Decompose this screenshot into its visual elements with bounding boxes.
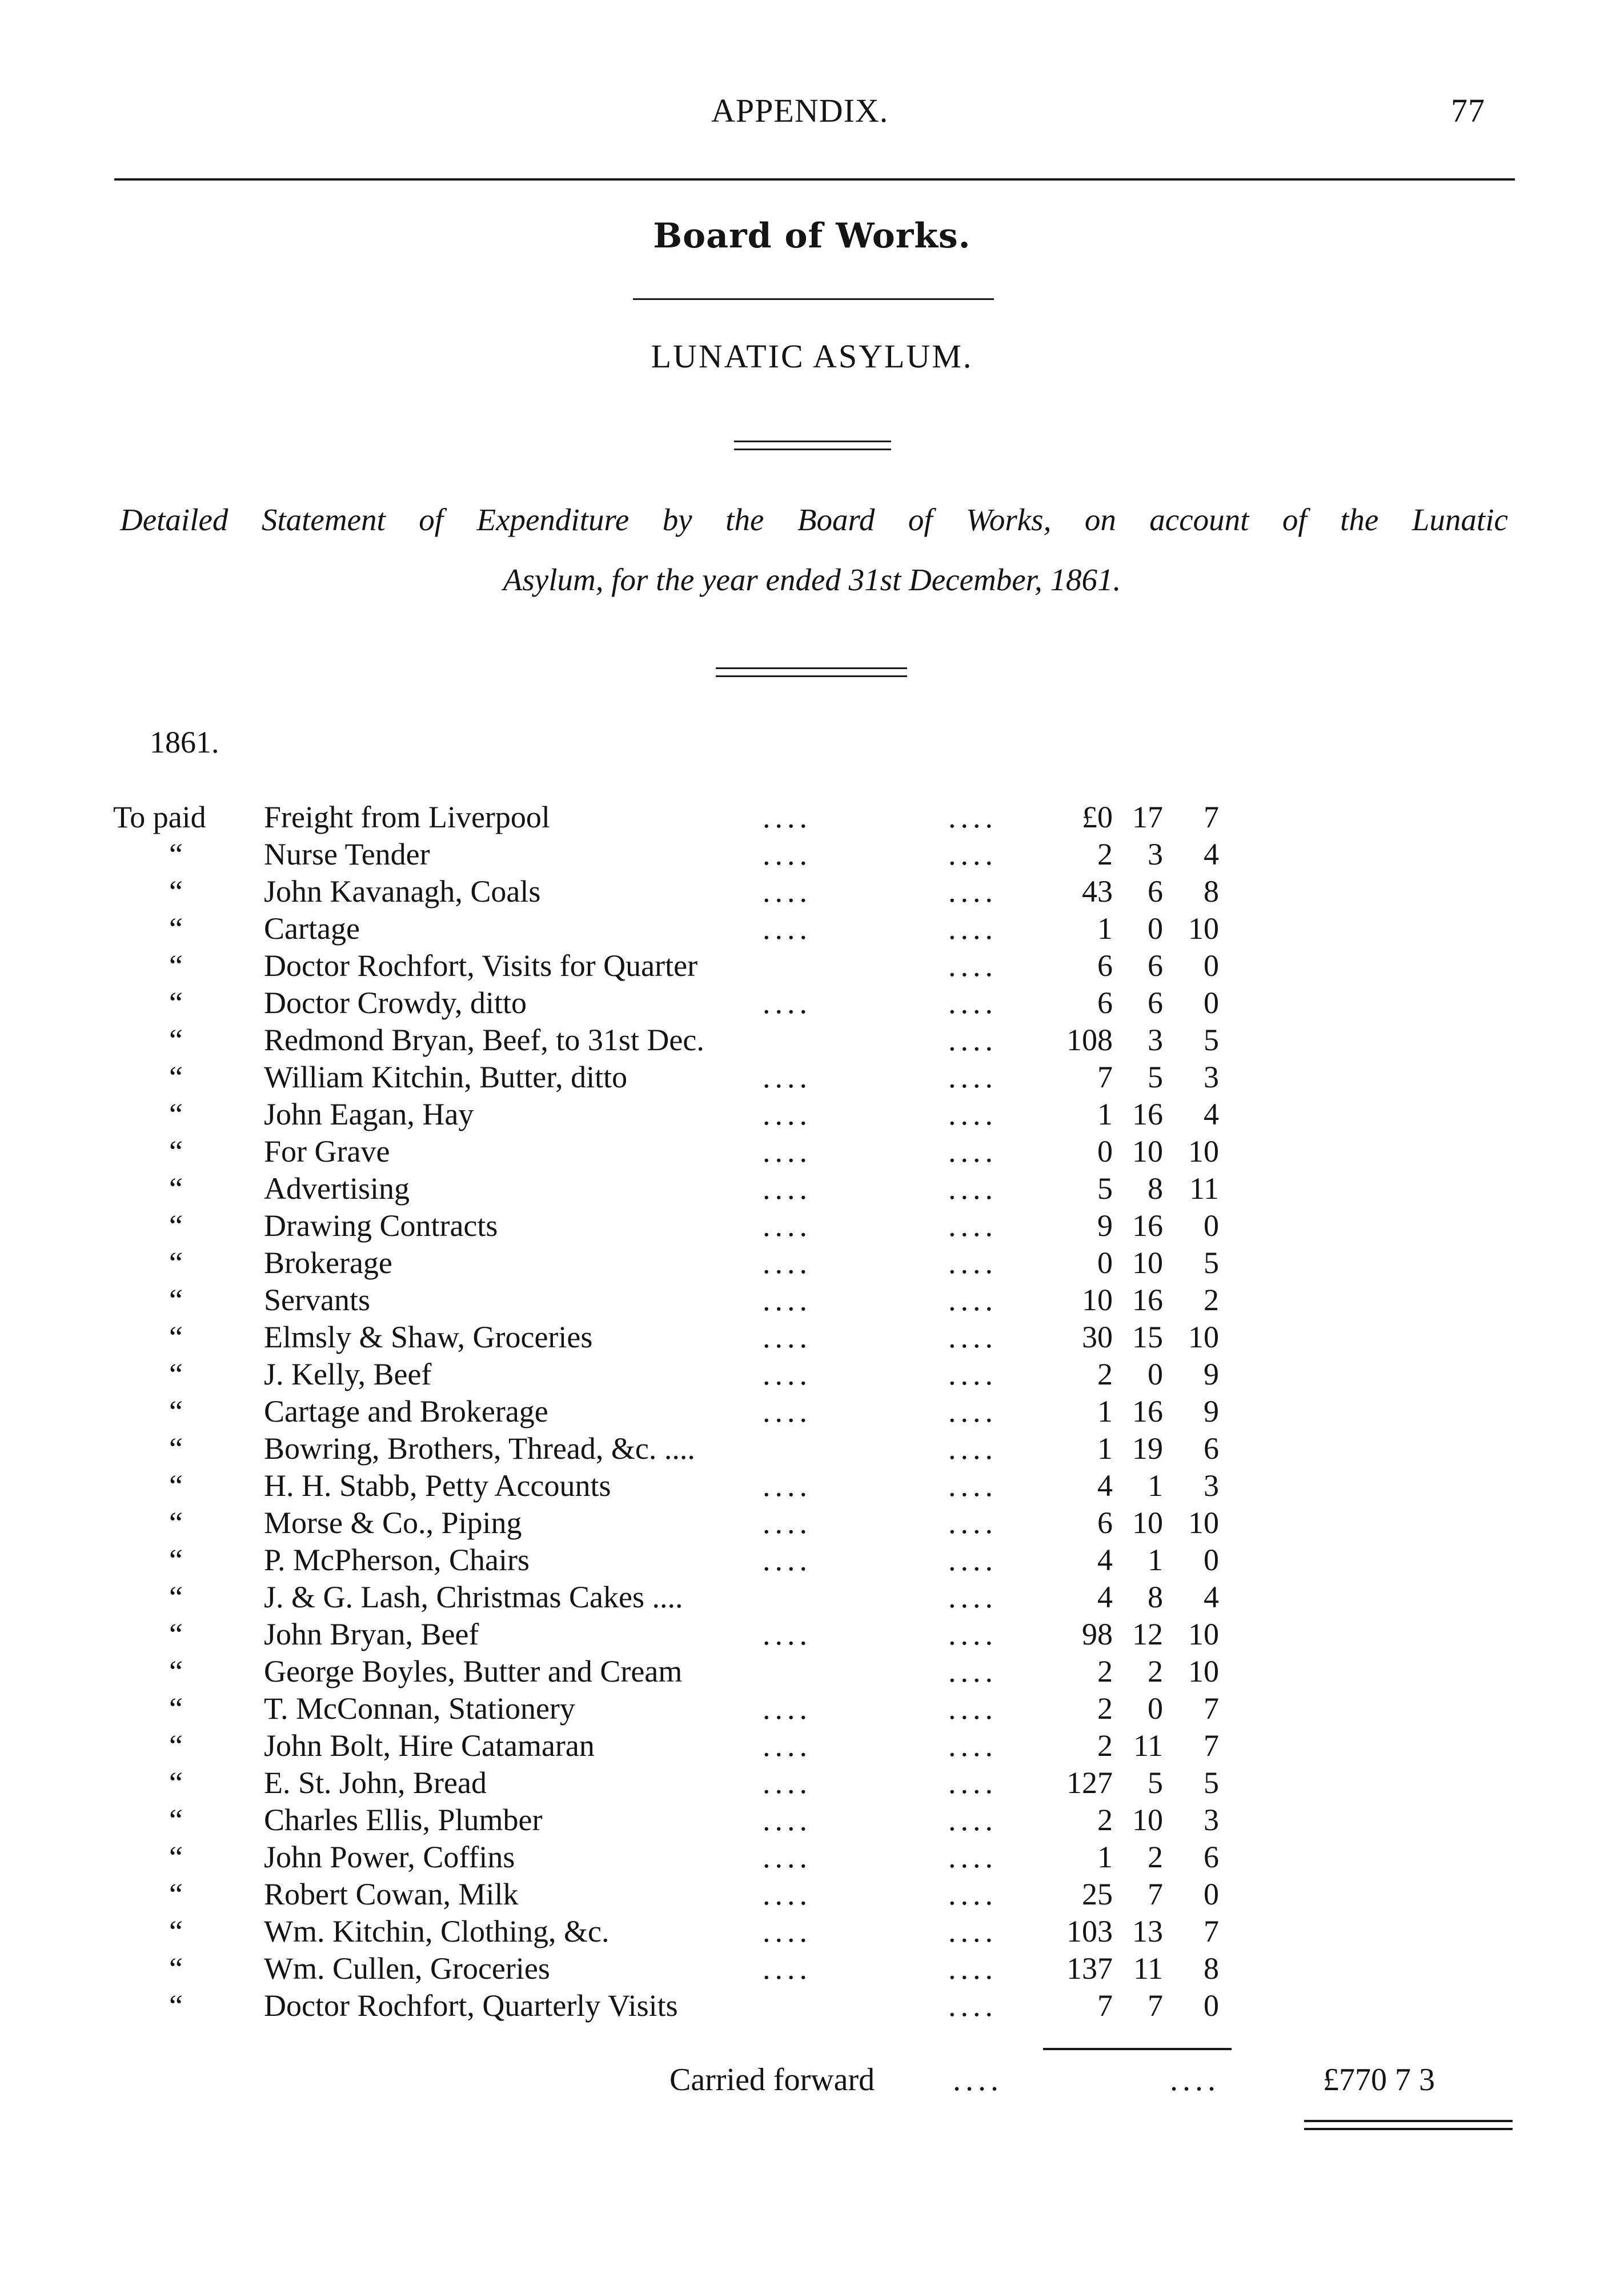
ditto-mark: “ — [169, 949, 183, 983]
ditto-mark: “ — [169, 874, 183, 909]
amount-pounds: 25 — [1082, 1877, 1113, 1911]
entry-description: Drawing Contracts — [264, 1208, 498, 1243]
subtitle-word: Works, — [966, 502, 1052, 537]
entry-description: John Power, Coffins — [264, 1840, 515, 1874]
amount-pounds: 127 — [1066, 1766, 1113, 1800]
entry-description: Doctor Crowdy, ditto — [264, 986, 527, 1020]
dot-leader: .... — [948, 1060, 997, 1094]
amount-pence: 10 — [1188, 1654, 1219, 1688]
dot-leader: .... — [948, 1914, 997, 1948]
table-row — [0, 1022, 1624, 1059]
amount-shillings: 11 — [1133, 1728, 1163, 1763]
table-row — [0, 1504, 1624, 1542]
dot-leader: .... — [763, 1877, 812, 1911]
dot-leader: .... — [763, 1060, 812, 1094]
table-row — [0, 1170, 1624, 1207]
ditto-mark: “ — [169, 1431, 183, 1466]
dot-leader: .... — [763, 1914, 812, 1948]
amount-pence: 9 — [1204, 1357, 1219, 1391]
subtitle-word: on — [1084, 502, 1116, 537]
amount-shillings: 10 — [1132, 1506, 1163, 1540]
amount-shillings: 1 — [1148, 1543, 1163, 1577]
amount-shillings: 6 — [1148, 874, 1163, 909]
amount-pounds: 2 — [1097, 1803, 1113, 1837]
table-row — [0, 1467, 1624, 1504]
amount-shillings: 5 — [1148, 1060, 1163, 1094]
ditto-mark: “ — [169, 1246, 183, 1280]
table-row — [0, 1876, 1624, 1913]
subtitle-word: account — [1149, 502, 1249, 537]
entry-description: Servants — [264, 1283, 370, 1317]
amount-pounds: 6 — [1097, 1506, 1113, 1540]
ditto-mark: “ — [169, 1023, 183, 1057]
entry-description: Nurse Tender — [264, 837, 430, 871]
entry-description: J. & G. Lash, Christmas Cakes .... — [264, 1580, 683, 1614]
amount-pence: 7 — [1204, 1691, 1219, 1726]
amount-pounds: 9 — [1097, 1208, 1113, 1243]
entry-description: For Grave — [264, 1134, 390, 1168]
amount-pounds: 2 — [1097, 1691, 1113, 1726]
dot-leader: .... — [763, 1134, 812, 1168]
total-double-rule-top — [1304, 2120, 1513, 2122]
amount-pence: 7 — [1204, 1914, 1219, 1948]
amount-pence: 6 — [1204, 1840, 1219, 1874]
entry-description: Robert Cowan, Milk — [264, 1877, 519, 1911]
entry-description: John Kavanagh, Coals — [264, 874, 541, 909]
amount-shillings: 16 — [1132, 1208, 1163, 1243]
subtitle-word: the — [1340, 502, 1379, 537]
header-rule — [114, 178, 1515, 181]
amount-shillings: 3 — [1148, 837, 1163, 871]
amount-pence: 0 — [1204, 949, 1219, 983]
amount-pence: 3 — [1204, 1060, 1219, 1094]
subtitle-word: of — [1282, 502, 1307, 537]
dot-leader: .... — [763, 874, 812, 909]
entry-description: John Bryan, Beef — [264, 1617, 479, 1651]
table-row — [0, 1244, 1624, 1282]
amount-pounds: 4 — [1097, 1543, 1113, 1577]
carried-forward-label: Carried forward — [669, 2062, 875, 2098]
dot-leader: .... — [948, 1097, 997, 1131]
section-title: LUNATIC ASYLUM. — [651, 338, 973, 375]
dot-leader: .... — [948, 874, 997, 909]
amount-pounds: 43 — [1082, 874, 1113, 909]
entry-description: Doctor Rochfort, Visits for Quarter — [264, 949, 698, 983]
amount-shillings: 0 — [1148, 1357, 1163, 1391]
ditto-mark: “ — [169, 1357, 183, 1391]
dot-leader: .... — [948, 1468, 997, 1503]
table-row — [0, 1133, 1624, 1170]
dot-leader: .... — [763, 1320, 812, 1354]
subtitle-word: Statement — [261, 502, 386, 537]
dot-leader: .... — [948, 1988, 997, 2023]
ditto-mark: “ — [169, 837, 183, 871]
amount-pence: 8 — [1204, 874, 1219, 909]
entry-description: Charles Ellis, Plumber — [264, 1803, 543, 1837]
double-rule-bottom — [716, 675, 907, 677]
table-row — [0, 1579, 1624, 1616]
table-row — [0, 1059, 1624, 1096]
ditto-mark: “ — [169, 1617, 183, 1651]
dot-leader: .... — [948, 1394, 997, 1428]
dot-leader: .... — [948, 837, 997, 871]
dot-leader: .... — [948, 1803, 997, 1837]
dot-leader: .... — [948, 1320, 997, 1354]
amount-pounds: 108 — [1066, 1023, 1113, 1057]
dot-leader: .... — [948, 949, 997, 983]
amount-shillings: 19 — [1132, 1431, 1163, 1466]
table-row — [0, 1727, 1624, 1764]
dot-leader: .... — [948, 800, 997, 834]
dot-leader: .... — [948, 1840, 997, 1874]
ditto-mark: “ — [169, 1283, 183, 1317]
amount-shillings: 10 — [1132, 1134, 1163, 1168]
ditto-mark: “ — [169, 1766, 183, 1800]
entry-description: John Bolt, Hire Catamaran — [264, 1728, 595, 1763]
ditto-mark: “ — [169, 1654, 183, 1688]
title-rule — [633, 298, 994, 300]
sum-rule — [1043, 2048, 1232, 2050]
table-row — [0, 1356, 1624, 1393]
amount-pence: 0 — [1204, 1543, 1219, 1577]
table-row — [0, 836, 1624, 873]
ditto-mark: “ — [169, 1171, 183, 1206]
amount-shillings: 0 — [1148, 911, 1163, 946]
dot-leader: .... — [763, 1840, 812, 1874]
ditto-mark: “ — [169, 1728, 183, 1763]
amount-pence: 2 — [1204, 1283, 1219, 1317]
subtitle-line-1 — [120, 502, 1508, 538]
amount-pence: 10 — [1188, 911, 1219, 946]
amount-shillings: 16 — [1132, 1283, 1163, 1317]
amount-pounds: 103 — [1066, 1914, 1113, 1948]
subtitle-word: the — [725, 502, 764, 537]
ditto-mark: “ — [169, 1208, 183, 1243]
ledger-table — [0, 799, 1624, 2024]
table-row — [0, 1282, 1624, 1319]
amount-pence: 10 — [1188, 1320, 1219, 1354]
amount-pence: 4 — [1204, 1097, 1219, 1131]
entry-description: T. McConnan, Stationery — [264, 1691, 575, 1726]
entry-description: George Boyles, Butter and Cream — [264, 1654, 683, 1688]
ditto-mark: “ — [169, 1468, 183, 1503]
entry-description: Cartage — [264, 911, 360, 946]
amount-pence: 4 — [1204, 1580, 1219, 1614]
subtitle-word: Lunatic — [1412, 502, 1508, 537]
amount-pounds: 2 — [1097, 1357, 1113, 1391]
amount-pence: 6 — [1204, 1431, 1219, 1466]
carried-forward-total: £770 7 3 — [1323, 2062, 1435, 2098]
amount-pence: 0 — [1204, 1988, 1219, 2023]
dot-leader: .... — [763, 1246, 812, 1280]
amount-pence: 11 — [1189, 1171, 1219, 1206]
amount-shillings: 2 — [1148, 1840, 1163, 1874]
subtitle-word: by — [662, 502, 692, 537]
dot-leader: .... — [763, 1951, 812, 1986]
entry-description: William Kitchin, Butter, ditto — [264, 1060, 628, 1094]
amount-pence: 9 — [1204, 1394, 1219, 1428]
ditto-mark: “ — [169, 1543, 183, 1577]
double-rule-bottom — [734, 449, 891, 450]
amount-shillings: 16 — [1132, 1394, 1163, 1428]
amount-pounds: 7 — [1097, 1988, 1113, 2023]
entry-description: Wm. Kitchin, Clothing, &c. — [264, 1914, 609, 1948]
ditto-mark: “ — [169, 1840, 183, 1874]
ditto-mark: “ — [169, 1580, 183, 1614]
dot-leader: .... — [763, 800, 812, 834]
entry-description: Bowring, Brothers, Thread, &c. .... — [264, 1431, 695, 1466]
amount-pounds: 1 — [1097, 1097, 1113, 1131]
amount-pounds: 1 — [1097, 1431, 1113, 1466]
dot-leader: .... — [948, 1246, 997, 1280]
dot-leader: .... — [948, 911, 997, 946]
amount-pence: 7 — [1204, 1728, 1219, 1763]
amount-shillings: 15 — [1132, 1320, 1163, 1354]
dot-leader: .... — [763, 1097, 812, 1131]
ditto-mark: “ — [169, 911, 183, 946]
ditto-mark: “ — [169, 986, 183, 1020]
entry-description: Morse & Co., Piping — [264, 1506, 522, 1540]
ditto-mark: “ — [169, 1914, 183, 1948]
amount-pounds: 1 — [1097, 1394, 1113, 1428]
entry-description: P. McPherson, Chairs — [264, 1543, 530, 1577]
entry-description: Redmond Bryan, Beef, to 31st Dec. — [264, 1023, 704, 1057]
amount-pence: 5 — [1204, 1246, 1219, 1280]
ditto-mark: “ — [169, 1394, 183, 1428]
dot-leader: .... — [948, 1357, 997, 1391]
amount-pounds: 0 — [1097, 1246, 1113, 1280]
amount-pence: 5 — [1204, 1023, 1219, 1057]
amount-pence: 0 — [1204, 986, 1219, 1020]
ditto-mark: “ — [169, 1691, 183, 1726]
amount-pence: 8 — [1204, 1951, 1219, 1986]
amount-pounds: 5 — [1097, 1171, 1113, 1206]
amount-pence: 3 — [1204, 1803, 1219, 1837]
total-double-rule-bottom — [1304, 2128, 1513, 2130]
entry-description: Advertising — [264, 1171, 410, 1206]
ditto-mark: “ — [169, 1097, 183, 1131]
dot-leader: .... — [763, 1506, 812, 1540]
amount-pounds: 10 — [1082, 1283, 1113, 1317]
double-rule-top — [716, 667, 907, 669]
dot-leader: .... — [948, 1617, 997, 1651]
entry-description: Brokerage — [264, 1246, 392, 1280]
dot-leader: .... — [948, 1283, 997, 1317]
amount-pence: 5 — [1204, 1766, 1219, 1800]
amount-shillings: 12 — [1132, 1617, 1163, 1651]
table-row — [0, 1393, 1624, 1430]
amount-shillings: 3 — [1148, 1023, 1163, 1057]
amount-shillings: 10 — [1132, 1246, 1163, 1280]
amount-shillings: 17 — [1132, 800, 1163, 834]
entry-description: J. Kelly, Beef — [264, 1357, 432, 1391]
amount-pounds: 1 — [1097, 911, 1113, 946]
ditto-mark: “ — [169, 1988, 183, 2023]
dot-leader: .... — [948, 1171, 997, 1206]
dot-leader: .... — [763, 1766, 812, 1800]
amount-pounds: 2 — [1097, 1654, 1113, 1688]
amount-pounds: 4 — [1097, 1580, 1113, 1614]
amount-shillings: 6 — [1148, 986, 1163, 1020]
table-row — [0, 1802, 1624, 1839]
amount-shillings: 7 — [1148, 1988, 1163, 2023]
ditto-mark: “ — [169, 1134, 183, 1168]
subtitle-word: Board — [797, 502, 875, 537]
entry-description: H. H. Stabb, Petty Accounts — [264, 1468, 611, 1503]
amount-pounds: 98 — [1082, 1617, 1113, 1651]
dot-leader: .... — [953, 2062, 1003, 2098]
dot-leader: .... — [948, 1766, 997, 1800]
table-row — [0, 947, 1624, 985]
table-row — [0, 799, 1624, 836]
running-title: APPENDIX. — [711, 92, 889, 129]
amount-pounds: 0 — [1097, 1134, 1113, 1168]
dot-leader: .... — [763, 1171, 812, 1206]
table-row — [0, 1987, 1624, 2024]
amount-pounds: 2 — [1097, 837, 1113, 871]
dot-leader: .... — [763, 1283, 812, 1317]
ditto-mark: “ — [169, 1060, 183, 1094]
table-row — [0, 1616, 1624, 1653]
ditto-mark: “ — [169, 1803, 183, 1837]
dot-leader: .... — [763, 1468, 812, 1503]
amount-shillings: 1 — [1148, 1468, 1163, 1503]
dot-leader: .... — [948, 1208, 997, 1243]
amount-pence: 10 — [1188, 1617, 1219, 1651]
amount-pounds: 4 — [1097, 1468, 1113, 1503]
table-row — [0, 873, 1624, 910]
table-row — [0, 1839, 1624, 1876]
amount-shillings: 16 — [1132, 1097, 1163, 1131]
dot-leader: .... — [948, 986, 997, 1020]
dot-leader: .... — [948, 1023, 997, 1057]
dot-leader: .... — [763, 1728, 812, 1763]
dot-leader: .... — [763, 1543, 812, 1577]
dot-leader: .... — [948, 1431, 997, 1466]
ditto-mark: “ — [169, 1320, 183, 1354]
table-row — [0, 1764, 1624, 1802]
dot-leader: .... — [948, 1654, 997, 1688]
dot-leader: .... — [763, 1691, 812, 1726]
dot-leader: .... — [763, 837, 812, 871]
amount-pence: 7 — [1204, 800, 1219, 834]
amount-pounds: 7 — [1097, 1060, 1113, 1094]
double-rule-top — [734, 441, 891, 442]
dot-leader: .... — [948, 1691, 997, 1726]
amount-pounds: 137 — [1066, 1951, 1113, 1986]
year-label: 1861. — [150, 725, 219, 759]
table-row — [0, 1430, 1624, 1467]
amount-pence: 0 — [1204, 1208, 1219, 1243]
table-row — [0, 1319, 1624, 1356]
dot-leader: .... — [1170, 2062, 1220, 2098]
amount-shillings: 13 — [1132, 1914, 1163, 1948]
dot-leader: .... — [763, 1394, 812, 1428]
table-row — [0, 910, 1624, 947]
amount-shillings: 8 — [1148, 1171, 1163, 1206]
amount-shillings: 10 — [1132, 1803, 1163, 1837]
dot-leader: .... — [763, 986, 812, 1020]
subtitle-line-2: Asylum, for the year ended 31st December, 1861. — [503, 562, 1121, 597]
amount-pence: 10 — [1188, 1134, 1219, 1168]
dot-leader: .... — [763, 911, 812, 946]
dot-leader: .... — [948, 1134, 997, 1168]
amount-shillings: 2 — [1148, 1654, 1163, 1688]
amount-pounds: £0 — [1082, 800, 1113, 834]
entry-prefix: To paid — [113, 800, 206, 834]
table-row — [0, 1913, 1624, 1950]
amount-shillings: 0 — [1148, 1691, 1163, 1726]
subtitle-word: Detailed — [120, 502, 228, 537]
dot-leader: .... — [763, 1803, 812, 1837]
subtitle-word: Expenditure — [476, 502, 629, 537]
dot-leader: .... — [948, 1580, 997, 1614]
page-number: 77 — [1451, 92, 1485, 129]
amount-pounds: 30 — [1082, 1320, 1113, 1354]
amount-pence: 4 — [1204, 837, 1219, 871]
ditto-mark: “ — [169, 1951, 183, 1986]
entry-description: Cartage and Brokerage — [264, 1394, 548, 1428]
table-row — [0, 1096, 1624, 1133]
ditto-mark: “ — [169, 1877, 183, 1911]
table-row — [0, 1653, 1624, 1690]
dot-leader: .... — [948, 1506, 997, 1540]
subtitle-word: of — [419, 502, 444, 537]
dot-leader: .... — [948, 1951, 997, 1986]
table-row — [0, 985, 1624, 1022]
amount-shillings: 6 — [1148, 949, 1163, 983]
dot-leader: .... — [948, 1543, 997, 1577]
entry-description: Wm. Cullen, Groceries — [264, 1951, 550, 1986]
amount-pounds: 6 — [1097, 949, 1113, 983]
amount-shillings: 8 — [1148, 1580, 1163, 1614]
amount-pence: 10 — [1188, 1506, 1219, 1540]
amount-pounds: 2 — [1097, 1728, 1113, 1763]
amount-pence: 0 — [1204, 1877, 1219, 1911]
dot-leader: .... — [948, 1877, 997, 1911]
amount-pence: 3 — [1204, 1468, 1219, 1503]
entry-description: Freight from Liverpool — [264, 800, 550, 834]
table-row — [0, 1542, 1624, 1579]
amount-pounds: 1 — [1097, 1840, 1113, 1874]
page-title: Board of Works. — [653, 216, 971, 256]
entry-description: Doctor Rochfort, Quarterly Visits — [264, 1988, 678, 2023]
subtitle-word: of — [908, 502, 933, 537]
dot-leader: .... — [763, 1617, 812, 1651]
table-row — [0, 1207, 1624, 1244]
table-row — [0, 1950, 1624, 1987]
entry-description: E. St. John, Bread — [264, 1766, 487, 1800]
amount-shillings: 7 — [1148, 1877, 1163, 1911]
entry-description: John Eagan, Hay — [264, 1097, 474, 1131]
amount-shillings: 11 — [1133, 1951, 1163, 1986]
entry-description: Elmsly & Shaw, Groceries — [264, 1320, 593, 1354]
table-row — [0, 1690, 1624, 1727]
dot-leader: .... — [763, 1357, 812, 1391]
dot-leader: .... — [763, 1208, 812, 1243]
amount-pounds: 6 — [1097, 986, 1113, 1020]
amount-shillings: 5 — [1148, 1766, 1163, 1800]
dot-leader: .... — [948, 1728, 997, 1763]
ditto-mark: “ — [169, 1506, 183, 1540]
